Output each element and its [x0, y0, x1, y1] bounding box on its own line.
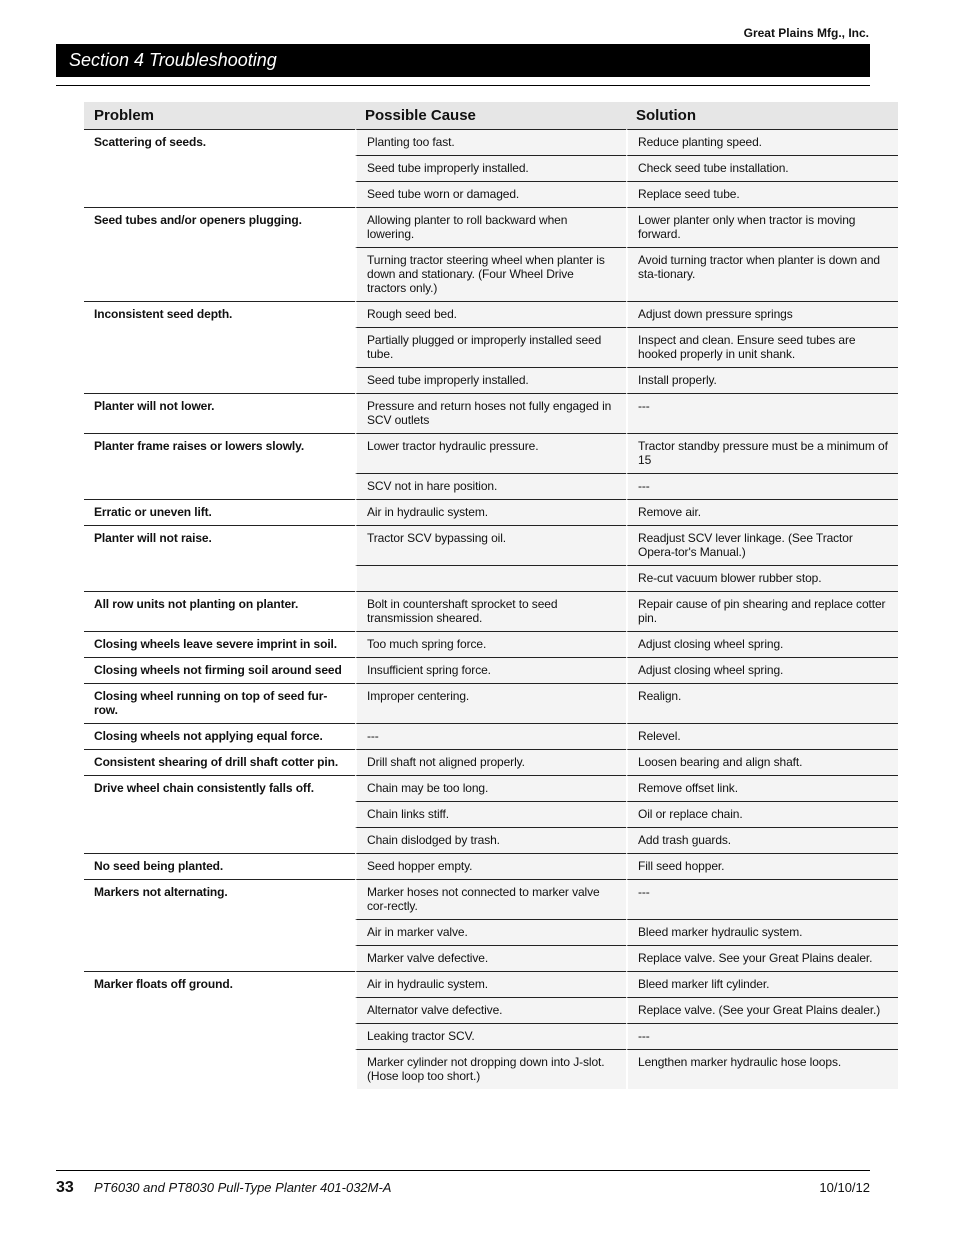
solution-cell: ---	[626, 393, 898, 433]
cause-cell: Insufficient spring force.	[355, 657, 626, 683]
problem-cell: Closing wheels leave severe imprint in soil.	[84, 631, 355, 657]
solution-cell: Readjust SCV lever linkage. (See Tractor Opera-tor's Manual.)	[626, 525, 898, 565]
table-row	[84, 879, 898, 919]
solution-cell: Adjust closing wheel spring.	[626, 657, 898, 683]
table-row	[84, 657, 898, 683]
problem-cell: Closing wheels not firming soil around seed	[84, 657, 355, 683]
cause-cell: Improper centering.	[355, 683, 626, 723]
cause-cell: Seed hopper empty.	[355, 853, 626, 879]
solution-cell: ---	[626, 1023, 898, 1049]
troubleshooting-table	[84, 102, 898, 1089]
cause-cell: Chain may be too long.	[355, 775, 626, 801]
cause-cell: Partially plugged or improperly installed seed tube.	[355, 327, 626, 367]
cause-cell: Bolt in countershaft sprocket to seed transmission sheared.	[355, 591, 626, 631]
solution-cell: ---	[626, 879, 898, 919]
solution-cell: Relevel.	[626, 723, 898, 749]
cause-cell: Tractor SCV bypassing oil.	[355, 525, 626, 565]
cause-cell: Alternator valve defective.	[355, 997, 626, 1023]
problem-cell: Closing wheel running on top of seed fur-row.	[84, 683, 355, 723]
cause-cell: Pressure and return hoses not fully engaged in SCV outlets	[355, 393, 626, 433]
cause-cell: Air in hydraulic system.	[355, 971, 626, 997]
cause-cell: Air in hydraulic system.	[355, 499, 626, 525]
table-row	[84, 723, 898, 749]
cause-cell: Rough seed bed.	[355, 301, 626, 327]
solution-cell: Lower planter only when tractor is moving forward.	[626, 207, 898, 247]
solution-cell: Bleed marker lift cylinder.	[626, 971, 898, 997]
cause-cell: Leaking tractor SCV.	[355, 1023, 626, 1049]
footer-divider	[56, 1170, 870, 1171]
section-title-bar	[56, 44, 870, 77]
solution-cell: Remove air.	[626, 499, 898, 525]
solution-cell: Adjust closing wheel spring.	[626, 631, 898, 657]
cause-cell: Chain links stiff.	[355, 801, 626, 827]
header-divider	[56, 85, 870, 86]
cause-cell: Seed tube worn or damaged.	[355, 181, 626, 207]
cause-cell: Marker valve defective.	[355, 945, 626, 971]
solution-cell: Bleed marker hydraulic system.	[626, 919, 898, 945]
solution-cell: Install properly.	[626, 367, 898, 393]
problem-cell: Closing wheels not applying equal force.	[84, 723, 355, 749]
table-row	[84, 129, 898, 155]
problem-cell: No seed being planted.	[84, 853, 355, 879]
table-row	[84, 749, 898, 775]
problem-cell: Drive wheel chain consistently falls off.	[84, 775, 355, 853]
solution-cell: Reduce planting speed.	[626, 129, 898, 155]
problem-cell: Seed tubes and/or openers plugging.	[84, 207, 355, 301]
solution-cell: Lengthen marker hydraulic hose loops.	[626, 1049, 898, 1089]
problem-cell: Planter will not raise.	[84, 525, 355, 591]
cause-cell: Lower tractor hydraulic pressure.	[355, 433, 626, 473]
table-row	[84, 301, 898, 327]
solution-cell: Loosen bearing and align shaft.	[626, 749, 898, 775]
table-row	[84, 853, 898, 879]
cause-cell: Too much spring force.	[355, 631, 626, 657]
solution-cell: Oil or replace chain.	[626, 801, 898, 827]
problem-cell: Markers not alternating.	[84, 879, 355, 971]
table-row	[84, 393, 898, 433]
problem-cell: All row units not planting on planter.	[84, 591, 355, 631]
document-date: 10/10/12	[819, 1180, 870, 1195]
solution-cell: Fill seed hopper.	[626, 853, 898, 879]
table-row	[84, 971, 898, 997]
problem-column-header: Problem	[84, 102, 355, 129]
solution-cell: Tractor standby pressure must be a minimum of 15	[626, 433, 898, 473]
document-title: PT6030 and PT8030 Pull-Type Planter 401-032M-A	[94, 1180, 392, 1195]
table-header-row	[84, 102, 898, 129]
problem-cell: Planter frame raises or lowers slowly.	[84, 433, 355, 499]
solution-cell: Replace valve. (See your Great Plains dealer.)	[626, 997, 898, 1023]
cause-column-header: Possible Cause	[355, 102, 626, 129]
problem-cell: Consistent shearing of drill shaft cotter pin.	[84, 749, 355, 775]
company-name: Great Plains Mfg., Inc.	[743, 26, 869, 40]
cause-cell: Air in marker valve.	[355, 919, 626, 945]
table-row	[84, 525, 898, 565]
cause-cell: SCV not in hare position.	[355, 473, 626, 499]
solution-cell: Realign.	[626, 683, 898, 723]
table-row	[84, 775, 898, 801]
cause-cell: Allowing planter to roll backward when lowering.	[355, 207, 626, 247]
solution-cell: Replace valve. See your Great Plains dealer.	[626, 945, 898, 971]
cause-cell: Chain dislodged by trash.	[355, 827, 626, 853]
cause-cell: Marker hoses not connected to marker valve cor-rectly.	[355, 879, 626, 919]
cause-cell: Seed tube improperly installed.	[355, 367, 626, 393]
table-row	[84, 433, 898, 473]
solution-cell: ---	[626, 473, 898, 499]
problem-cell: Scattering of seeds.	[84, 129, 355, 207]
section-title: Section 4 Troubleshooting	[69, 50, 277, 70]
table-row	[84, 207, 898, 247]
cause-cell: ---	[355, 723, 626, 749]
problem-cell: Erratic or uneven lift.	[84, 499, 355, 525]
solution-cell: Replace seed tube.	[626, 181, 898, 207]
problem-cell: Marker floats off ground.	[84, 971, 355, 1089]
page-number: 33	[56, 1179, 74, 1196]
cause-cell: Drill shaft not aligned properly.	[355, 749, 626, 775]
solution-cell: Remove offset link.	[626, 775, 898, 801]
solution-cell: Re-cut vacuum blower rubber stop.	[626, 565, 898, 591]
cause-cell: Planting too fast.	[355, 129, 626, 155]
table-row	[84, 499, 898, 525]
cause-cell	[355, 565, 626, 591]
table-body	[84, 129, 898, 1089]
solution-column-header: Solution	[626, 102, 898, 129]
table-row	[84, 591, 898, 631]
solution-cell: Repair cause of pin shearing and replace cotter pin.	[626, 591, 898, 631]
cause-cell: Turning tractor steering wheel when planter is down and stationary. (Four Wheel Drive tractors only.)	[355, 247, 626, 301]
problem-cell: Planter will not lower.	[84, 393, 355, 433]
problem-cell: Inconsistent seed depth.	[84, 301, 355, 393]
cause-cell: Marker cylinder not dropping down into J-slot. (Hose loop too short.)	[355, 1049, 626, 1089]
table-row	[84, 683, 898, 723]
table-row	[84, 631, 898, 657]
solution-cell: Inspect and clean. Ensure seed tubes are hooked properly in unit shank.	[626, 327, 898, 367]
solution-cell: Adjust down pressure springs	[626, 301, 898, 327]
solution-cell: Avoid turning tractor when planter is down and sta-tionary.	[626, 247, 898, 301]
cause-cell: Seed tube improperly installed.	[355, 155, 626, 181]
solution-cell: Check seed tube installation.	[626, 155, 898, 181]
solution-cell: Add trash guards.	[626, 827, 898, 853]
